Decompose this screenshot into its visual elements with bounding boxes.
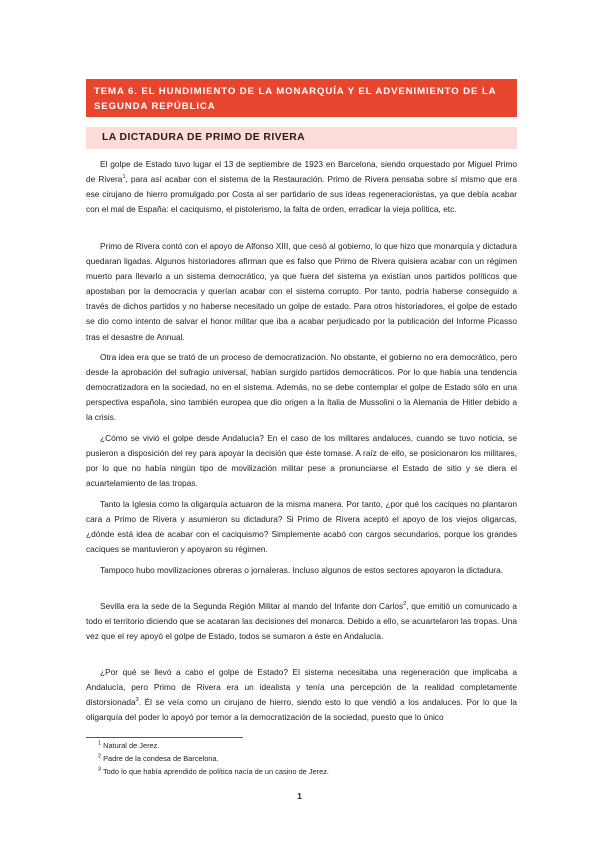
- paragraph-2: Primo de Rivera contó con el apoyo de Alfonso XIII, que cesó al gobierno, lo que hizo que monarquía y dictadura quedaran ligadas. Algunos historiadores afirman que es falso que Primo de Rivera quisiera acabar con un régimen muerto para llevarlo a un sistema democrático, ya que fuera del sistema ya existían unos partidos políticos que apostaban por la democracia y querían acabar con el sistema corrupto. Por tanto, podría haberse conseguido a través de dichos partidos y no haberse necesitado un golpe de estado. Para otros historiadores, el golpe de estado se dio como intento de salvar el honor militar que iba a acabar perjudicado por la publicación del Informe Picasso tras el desastre de Annual.: [86, 241, 517, 342]
- paragraph-1: El golpe de Estado tuvo lugar el 13 de septiembre de 1923 en Barcelona, siendo orquestado por Miguel Primo de Rivera$^1$, para así acabar con el sistema de la Restauración. Primo de Rivera pensaba sobre sí mismo que era ese cirujano de hierro promulgado por Costa al ser partidario de sus ideas regeneracionistas, ya que debía acabar con el mal de España: el caciquismo, el pistolerismo, la falta de orden, erradicar la vieja política, etc.: [86, 159, 517, 215]
- page-number: 1: [297, 791, 302, 801]
- footnote-ref-2: 2: [403, 601, 407, 608]
- paragraph-8: ¿Por qué se llevó a cabo el golpe de Estado? El sistema necesitaba una regeneración que implicaba a Andalucía, pero Primo de Rivera era un idealista y tenía una percepción de la realidad completamente distorsionada$^3$. Él se veía como un cirujano de hierro, siendo esto lo que vendió a los andaluces. Por lo que la oligarquía del poder lo apoyó por temor a la democratización de la sociedad, puesto que lo único: [86, 667, 517, 723]
- footnote-1: $^1$ Natural de Jerez.: [98, 740, 160, 750]
- footnote-ref-3: 3: [135, 697, 139, 704]
- footnote-2: $^2$ Padre de la condesa de Barcelona.: [98, 753, 219, 763]
- paragraph-3: Otra idea era que se trató de un proceso de democratización. No obstante, el gobierno no era democrático, pero desde la aprobación del sufragio universal, habían surgido partidos democráticos. Por lo que había una tendencia democratizadora en la sociedad, no en el sistema. Además, no se debe contemplar el golpe de Estado sólo en una perspectiva española, sino también europea que dio origen a la Italia de Mussolini o la Alemania de Hitler debido a la crisis.: [86, 352, 517, 423]
- footnote-ref-1: 1: [122, 174, 126, 181]
- paragraph-5: Tanto la Iglesia como la oligarquía actuaron de la misma manera. Por tanto, ¿por qué los caciques no plantaron cara a Primo de Rivera y asumieron su dictadura? Si Primo de Rivera aceptó el apoyo de los viejos oligarcas, ¿dónde está idea de acabar con el caciquismo? Simplemente acabó con cargos secundarios, porque los grandes caciques se mantuvieron y apoyaron su régimen.: [86, 499, 517, 555]
- chapter-title: TEMA 6. EL HUNDIMIENTO DE LA MONARQUÍA Y EL ADVENIMIENTO DE LA SEGUNDA REPÚBLICA: [86, 79, 517, 117]
- paragraph-4: ¿Cómo se vivió el golpe desde Andalucía? En el caso de los militares andaluces, cuando se tuvo noticia, se pusieron a disposición del rey para apoyar la decisión que éste tomase. A raíz de ello, se posicionaron los militares, por lo que no había ningún tipo de movilización militar pese a pronunciarse el Estado de sitio y se diera el acuartelamiento de las tropas.: [86, 433, 517, 489]
- footnote-3: $^3$ Todo lo que había aprendido de política nacía de un casino de Jerez.: [98, 766, 329, 776]
- paragraph-7: Sevilla era la sede de la Segunda Región Militar al mando del Infante don Carlos$^2$, que emitió un comunicado a todo el territorio diciendo que se acataran las decisiones del monarca. Debido a ello, se acuartelaron las tropas. Una vez que el rey apoyó el golpe de Estado, todos se sumaron a éste en Andalucía.: [86, 601, 517, 642]
- footnote-divider: [86, 737, 243, 738]
- section-heading: LA DICTADURA DE PRIMO DE RIVERA: [86, 127, 517, 149]
- paragraph-6: Tampoco hubo movilizaciones obreras o jornaleras. Incluso algunos de estos sectores apoyaron la dictadura.: [100, 565, 504, 575]
